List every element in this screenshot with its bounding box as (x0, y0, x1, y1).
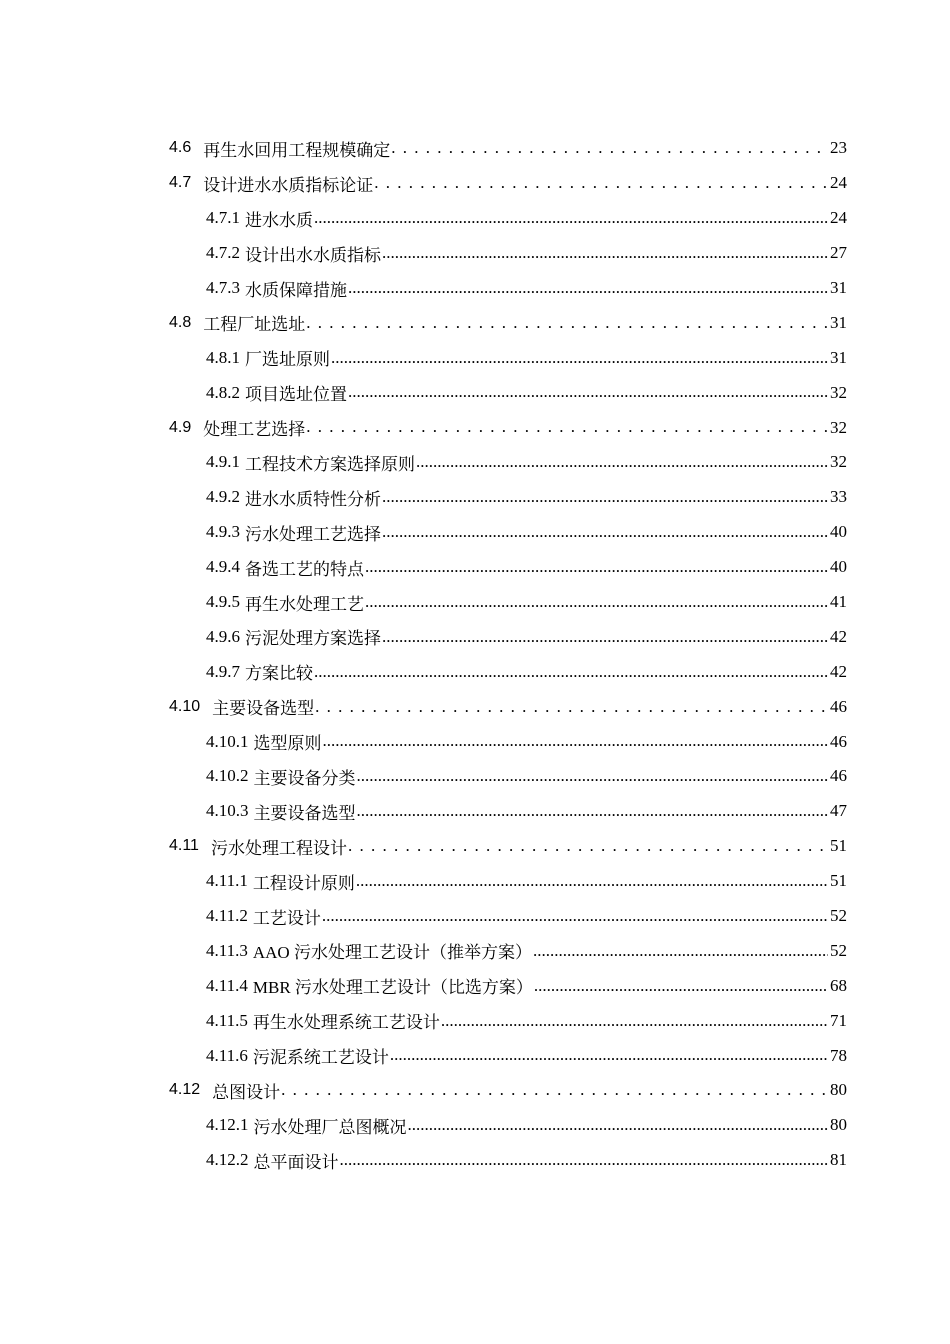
toc-entry-number: 4.11.6 (206, 1045, 248, 1065)
toc-dot-leader (306, 313, 828, 333)
toc-entry-title: 再生水处理系统工艺设计 (252, 1013, 440, 1033)
toc-entry-number: 4.9.3 (206, 522, 240, 542)
toc-entry-page-number: 52 (830, 940, 847, 960)
toc-entry-title: 方案比较 (245, 664, 313, 684)
toc-dot-leader (408, 1115, 829, 1135)
toc-entry-title: 污水处理厂总图概况 (253, 1117, 407, 1137)
toc-entry-title: 进水水质特性分析 (245, 489, 381, 509)
toc-entry-number: 4.8.2 (206, 382, 240, 402)
toc-entry-page-number: 40 (830, 557, 847, 577)
toc-dot-leader (374, 173, 828, 193)
toc-entry-page-number: 24 (830, 208, 847, 228)
toc-entry-title: 进水水质 (245, 210, 313, 230)
toc-subsection-entry[interactable] (206, 585, 847, 620)
toc-entry-page-number: 31 (830, 278, 847, 297)
toc-entry-title: 备选工艺的特点 (245, 559, 364, 579)
toc-subsection-entry[interactable] (206, 515, 847, 550)
toc-entry-number: 4.9.1 (206, 452, 240, 472)
toc-dot-leader (365, 557, 828, 577)
toc-entry-number: 4.12.1 (206, 1115, 249, 1135)
toc-entry-page-number: 31 (830, 312, 847, 332)
toc-section-entry[interactable] (169, 689, 847, 724)
toc-entry-number: 4.10.2 (206, 766, 249, 786)
toc-entry-title: AAO 污水处理工艺设计（推举方案） (252, 943, 532, 963)
toc-dot-leader (382, 627, 828, 647)
toc-entry-title: 工程厂址选址 (203, 315, 306, 335)
toc-entry-title: 主要设备选型 (253, 803, 356, 823)
toc-entry-number: 4.8.1 (206, 347, 240, 367)
toc-subsection-entry[interactable] (206, 899, 847, 934)
toc-entry-page-number: 31 (830, 347, 847, 367)
toc-dot-leader (348, 278, 828, 298)
toc-entry-number: 4.11.4 (206, 975, 248, 995)
toc-entry-number: 4.11.5 (206, 1010, 248, 1030)
toc-entry-number: 4.10 (169, 697, 201, 715)
toc-subsection-entry[interactable] (206, 794, 847, 829)
toc-dot-leader (315, 697, 828, 717)
toc-entry-page-number: 32 (830, 417, 847, 437)
toc-entry-page-number: 24 (830, 173, 847, 193)
toc-dot-leader (356, 871, 828, 891)
toc-dot-leader (340, 1150, 829, 1170)
toc-entry-number: 4.9.4 (206, 557, 240, 577)
toc-entry-title: 设计进水水质指标论证 (203, 175, 374, 195)
toc-section-entry[interactable] (169, 305, 847, 340)
toc-entry-number: 4.8 (169, 313, 192, 331)
toc-entry-number: 4.9.5 (206, 592, 240, 612)
toc-dot-leader (323, 731, 829, 751)
toc-dot-leader (390, 1045, 828, 1065)
toc-entry-title: 厂选址原则 (245, 350, 330, 370)
toc-dot-leader (331, 348, 828, 368)
toc-entry-page-number: 42 (830, 626, 847, 646)
toc-entry-title: 污泥系统工艺设计 (252, 1048, 389, 1068)
toc-entry-title: 总图设计 (212, 1082, 281, 1102)
toc-entry-title: 污水处理工程设计 (210, 838, 347, 858)
toc-entry-page-number: 68 (830, 975, 847, 995)
toc-dot-leader (357, 801, 829, 821)
toc-entry-title: 再生水处理工艺 (245, 594, 364, 614)
toc-dot-leader (365, 592, 828, 612)
toc-entry-title: 总平面设计 (253, 1152, 339, 1172)
toc-dot-leader (441, 1011, 828, 1031)
toc-entry-page-number: 42 (830, 661, 847, 681)
toc-entry-number: 4.6 (169, 139, 192, 157)
toc-entry-page-number: 32 (830, 382, 847, 402)
toc-subsection-entry[interactable] (206, 759, 847, 794)
toc-subsection-entry[interactable] (206, 445, 847, 480)
toc-section-entry[interactable] (169, 166, 847, 201)
toc-subsection-entry[interactable] (206, 933, 847, 968)
toc-entry-number: 4.11.1 (206, 871, 248, 891)
toc-subsection-entry[interactable] (206, 271, 847, 306)
toc-entry-page-number: 46 (830, 731, 847, 751)
toc-entry-number: 4.7.3 (206, 278, 240, 297)
toc-subsection-entry[interactable] (206, 340, 847, 375)
toc-entry-title: 工程技术方案选择原则 (245, 454, 415, 474)
toc-entry-number: 4.10.3 (206, 801, 249, 821)
toc-dot-leader (382, 243, 828, 263)
toc-entry-page-number: 80 (830, 1080, 847, 1100)
toc-dot-leader (357, 766, 829, 786)
toc-entry-page-number: 51 (830, 871, 847, 891)
toc-entry-number: 4.12.2 (206, 1150, 249, 1170)
toc-dot-leader (322, 906, 828, 926)
toc-entry-page-number: 52 (830, 906, 847, 926)
toc-subsection-entry[interactable] (206, 1038, 847, 1073)
toc-entry-number: 4.11.2 (206, 906, 248, 926)
toc-section-entry[interactable] (169, 829, 847, 864)
toc-entry-page-number: 32 (830, 452, 847, 472)
toc-dot-leader (348, 382, 828, 402)
toc-subsection-entry[interactable] (206, 1143, 847, 1178)
toc-subsection-entry[interactable] (206, 864, 847, 899)
toc-entry-page-number: 27 (830, 243, 847, 263)
toc-dot-leader (416, 452, 828, 472)
toc-subsection-entry[interactable] (206, 375, 847, 410)
toc-section-entry[interactable] (169, 410, 847, 445)
toc-entry-number: 4.9.6 (206, 626, 240, 646)
toc-entry-number: 4.9.7 (206, 661, 240, 681)
toc-section-entry[interactable] (169, 1073, 847, 1108)
toc-entry-number: 4.7.1 (206, 208, 240, 228)
toc-dot-leader (382, 487, 828, 507)
toc-subsection-entry[interactable] (206, 550, 847, 585)
toc-entry-title: 处理工艺选择 (203, 420, 306, 440)
toc-entry-page-number: 46 (830, 766, 847, 786)
toc-entry-title: 水质保障措施 (245, 280, 347, 300)
toc-entry-number: 4.11.3 (206, 940, 248, 960)
toc-dot-leader (382, 522, 828, 542)
toc-entry-title: MBR 污水处理工艺设计（比选方案） (252, 978, 533, 998)
toc-dot-leader (314, 208, 828, 228)
toc-entry-title: 选型原则 (253, 734, 322, 754)
toc-entry-page-number: 40 (830, 522, 847, 542)
toc-dot-leader (348, 836, 828, 856)
toc-entry-number: 4.9 (169, 418, 192, 436)
toc-subsection-entry[interactable] (206, 1003, 847, 1038)
toc-subsection-entry[interactable] (206, 480, 847, 515)
toc-entry-title: 主要设备选型 (212, 699, 315, 719)
toc-entry-title: 工程设计原则 (252, 873, 355, 893)
toc-entry-title: 再生水回用工程规模确定 (203, 140, 391, 160)
toc-dot-leader (391, 138, 828, 158)
toc-entry-page-number: 78 (830, 1045, 847, 1065)
table-of-contents (0, 131, 950, 1178)
toc-subsection-entry[interactable] (206, 619, 847, 654)
toc-subsection-entry[interactable] (206, 1108, 847, 1143)
toc-entry-title: 主要设备分类 (253, 768, 356, 788)
toc-subsection-entry[interactable] (206, 236, 847, 271)
toc-entry-number: 4.7.2 (206, 243, 240, 263)
toc-entry-page-number: 33 (830, 487, 847, 507)
toc-subsection-entry[interactable] (206, 654, 847, 689)
toc-entry-title: 项目选址位置 (245, 385, 347, 405)
toc-dot-leader (306, 417, 828, 437)
toc-entry-page-number: 41 (830, 592, 847, 612)
toc-dot-leader (314, 662, 828, 682)
toc-entry-page-number: 23 (830, 138, 847, 158)
toc-entry-number: 4.9.2 (206, 487, 240, 507)
toc-subsection-entry[interactable] (206, 724, 847, 759)
toc-entry-number: 4.11 (169, 837, 199, 855)
toc-entry-number: 4.12 (169, 1081, 201, 1099)
toc-subsection-entry[interactable] (206, 201, 847, 236)
toc-entry-page-number: 46 (830, 696, 847, 716)
toc-dot-leader (533, 941, 828, 961)
toc-dot-leader (534, 976, 828, 996)
toc-entry-page-number: 80 (830, 1115, 847, 1135)
toc-entry-page-number: 81 (830, 1150, 847, 1170)
toc-dot-leader (281, 1080, 828, 1100)
toc-entry-title: 工艺设计 (252, 908, 321, 928)
toc-entry-page-number: 71 (830, 1010, 847, 1030)
toc-entry-number: 4.7 (169, 174, 192, 192)
toc-entry-title: 设计出水水质指标 (245, 245, 381, 265)
toc-subsection-entry[interactable] (206, 968, 847, 1003)
toc-section-entry[interactable] (169, 131, 847, 166)
toc-entry-title: 污泥处理方案选择 (245, 629, 381, 649)
toc-entry-page-number: 47 (830, 801, 847, 821)
toc-entry-title: 污水处理工艺选择 (245, 524, 381, 544)
toc-entry-number: 4.10.1 (206, 731, 249, 751)
toc-entry-page-number: 51 (830, 836, 847, 856)
